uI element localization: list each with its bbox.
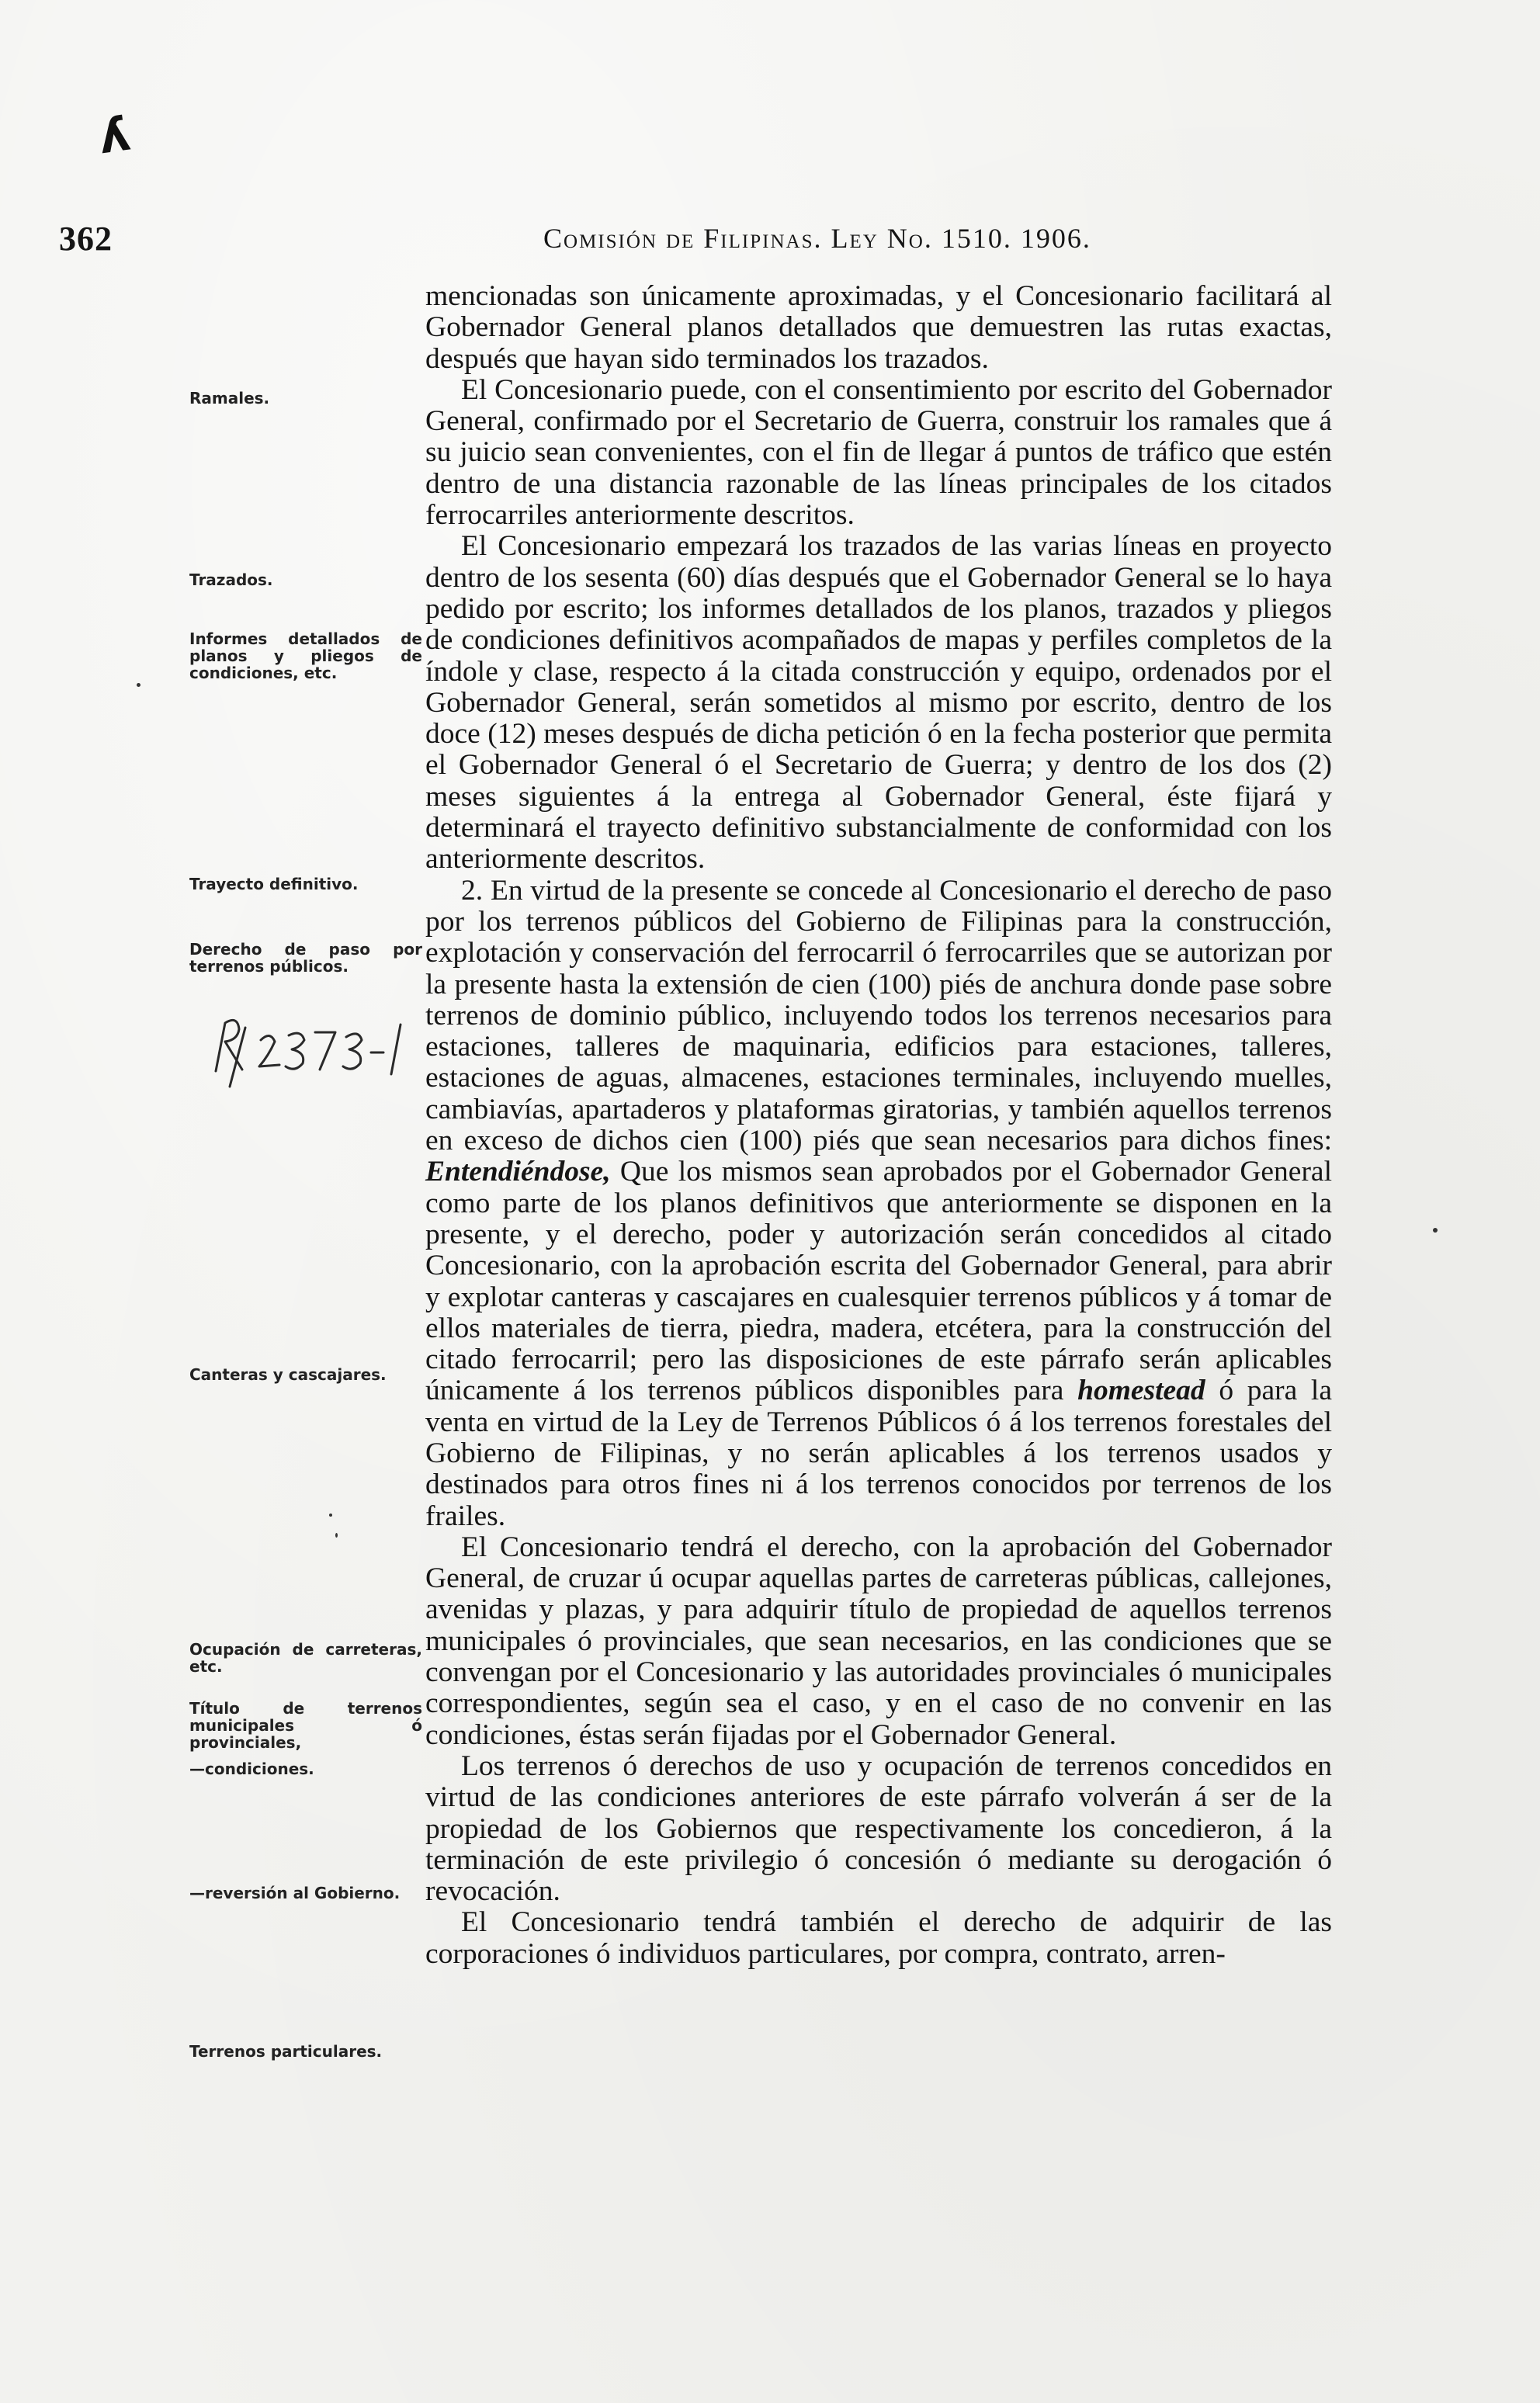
sidenote-trayecto-definitivo: Trayecto definitivo. [189, 875, 359, 893]
paragraph-ramales: El Concesionario puede, con el consentimiento por escrito del Gobernador General, confirmado por el Secretario de Guerra, construir los ramales que á su juicio sean convenientes, con el fin de llegar á puntos de tráfico que estén dentro de una distancia razonable de las líneas principales de los citados ferrocarriles anteriormente descritos. [425, 373, 1332, 532]
paragraph-derecho-de-paso [425, 876, 1332, 1532]
paragraph-terrenos-particulares: El Concesionario tendrá también el derecho de adquirir de las corporaciones ó individuos particulares, por compra, contrato, arren- [425, 1906, 1332, 1970]
sidenote-trazados: Trazados. [189, 570, 273, 589]
paragraph-continuation: mencionadas son únicamente aproximadas, y el Concesionario facilitará al Gobernador General planos detallados que demuestren las rutas exactas, después que hayan sido terminados los trazados. [425, 280, 1332, 375]
sidenote-reversion: —reversión al Gobierno. [189, 1884, 401, 1902]
sidenote-informes-detallados: Informes detallados de planos y pliegos de condiciones, etc. [189, 629, 422, 682]
paragraph-derecho-text-b: Que los mismos sean aprobados por el Gobernador General como parte de los planos definitivos que anteriormente se disponen en la presente, y el derecho, poder y autorización serán concedidos al citado Concesionario, con la aprobación escrita del Gobernador General, para abrir y explotar canteras y cascajares en cualesquier terrenos públicos y á tomar de ellos materiales de tierra, piedra, madera, etcétera, para la construcción del citado ferrocarril; pero las disposiciones de este párrafo serán aplicables únicamente á los terrenos públicos disponibles para [425, 1156, 1332, 1407]
emphasis-homestead: homestead [1077, 1375, 1205, 1407]
emphasis-entendiendose: Entendiéndose, [425, 1156, 611, 1188]
scan-speck [335, 1533, 338, 1538]
scan-speck [137, 683, 140, 687]
paragraph-derecho-text-a: 2. En virtud de la presente se concede al Concesionario el derecho de paso por los terrenos públicos del Gobierno de Filipinas para la construcción, explotación y conservación del ferrocarril ó ferrocarriles que se autorizan por la presente hasta la extensión de cien (100) piés de anchura donde pase sobre terrenos de dominio público, incluyendo todos los terrenos necesarios para estaciones, talleres de maquinaria, edificios para estaciones, talleres, estaciones de aguas, almacenes, estaciones terminales, incluyendo muelles, cambiavías, apartaderos y plataformas giratorias, y también aquellos terrenos en exceso de dichos cien (100) piés que sean necesarios para dichos fines: [425, 874, 1332, 1157]
paragraph-trazados: El Concesionario empezará los trazados de las varias líneas en proyecto dentro de los sesenta (60) días después que el Gobernador General se lo haya pedido por escrito; los informes detallados de los planos, trazados y pliegos de condiciones definitivos acompañados de mapas y perfiles completos de la índole y clase, respecto á la citada construcción y equipo, ordenados por el Gobernador General, serán sometidos al mismo por escrito, dentro de los doce (12) meses después de dicha petición ó en la fecha posterior que permita el Gobernador General ó el Secretario de Guerra; y dentro de los dos (2) meses siguientes á la entrega al Gobernador General, éste fijará y determinará el trayecto definitivo substancialmente de conformidad con los anteriormente descritos. [425, 530, 1332, 876]
page-number: 362 [59, 220, 113, 258]
sidenote-titulo-terrenos: Título de terrenos municipales ó provinciales, [189, 1699, 422, 1752]
scan-speck [329, 1514, 332, 1517]
paragraph-carreteras: El Concesionario tendrá el derecho, con la aprobación del Gobernador General, de cruzar ú ocupar aquellas partes de carreteras públicas, callejones, avenidas y plazas, y para adquirir título de propiedad de aquellos terrenos municipales ó provinciales, que sean necesarios, en las condiciones que se convengan por el Concesionario y las autoridades provinciales ó municipales correspondientes, según sea el caso, y en el caso de no convenir en las condiciones, éstas serán fijadas por el Gobernador General. [425, 1531, 1332, 1751]
handwritten-annotation [199, 1001, 416, 1094]
sidenote-condiciones: —condiciones. [189, 1760, 314, 1778]
sidenote-ramales: Ramales. [189, 389, 270, 407]
paragraph-derecho-text-c: ó para la venta en virtud de la Ley de Terrenos Públicos ó á los terrenos forestales del Gobierno de Filipinas, y no serán aplicables á los terrenos usados y destinados para otros fines ni á los terrenos conocidos por terrenos de los frailes. [425, 1375, 1332, 1532]
handwritten-corner-mark: ʎ [95, 106, 134, 165]
sidenote-ocupacion-carreteras: Ocupación de carreteras, etc. [189, 1640, 422, 1676]
sidenote-terrenos-particulares: Terrenos particulares. [189, 2042, 383, 2061]
sidenote-derecho-de-paso: Derecho de paso por terrenos públicos. [189, 940, 422, 976]
paragraph-reversion: Los terrenos ó derechos de uso y ocupación de terrenos concedidos en virtud de las condiciones anteriores de este párrafo volverán á ser de la propiedad de los Gobiernos que respectivamente los concedieron, á la terminación de este privilegio ó concesión ó mediante su derogación ó revocación. [425, 1749, 1332, 1908]
sidenote-canteras: Canteras y cascajares. [189, 1365, 387, 1384]
scan-speck [1433, 1228, 1438, 1233]
running-head: Comisión de Filipinas. Ley No. 1510. 1906. [543, 223, 1091, 254]
body-text [425, 281, 1332, 1970]
